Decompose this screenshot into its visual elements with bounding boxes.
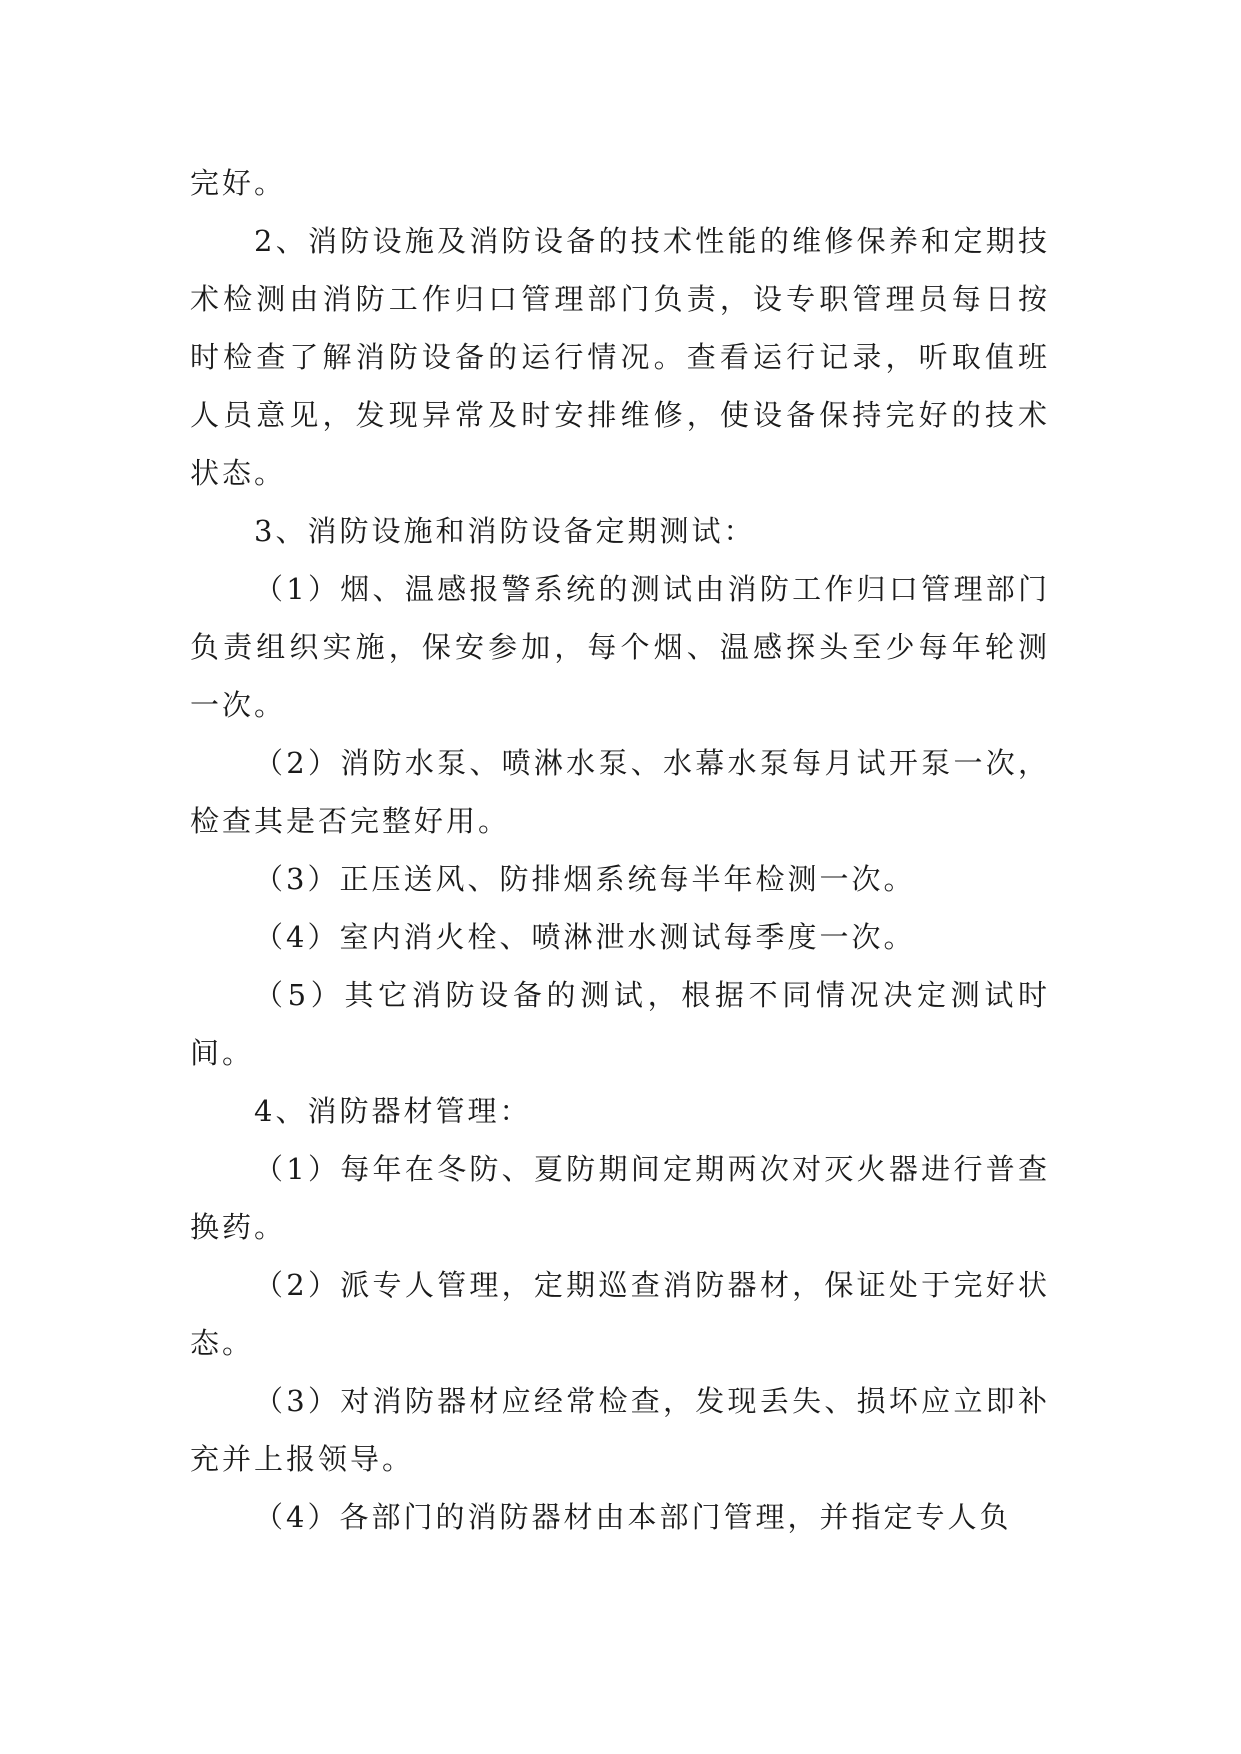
paragraph-section-3-item-4: （4）室内消火栓、喷淋泄水测试每季度一次。: [254, 920, 916, 954]
paragraph-section-4-item-3: （3）对消防器材应经常检查，发现丢失、损坏应立即补充并上报领导。: [190, 1384, 1050, 1476]
paragraph-section-2: 2、消防设施及消防设备的技术性能的维修保养和定期技术检测由消防工作归口管理部门负责，设专职管理员每日按时检查了解消防设备的运行情况。查看运行记录，听取值班人员意见，发现异常及时安排维修，使设备保持完好的技术状态。: [190, 224, 1050, 490]
paragraph-section-4-item-2: （2）派专人管理，定期巡查消防器材，保证处于完好状态。: [190, 1268, 1050, 1360]
paragraph-continuation: 完好。: [190, 166, 287, 200]
document-body: [190, 154, 1050, 1546]
paragraph-section-4-item-1: （1）每年在冬防、夏防期间定期两次对灭火器进行普查换药。: [190, 1152, 1050, 1244]
paragraph-section-3-item-2: （2）消防水泵、喷淋水泵、水幕水泵每月试开泵一次，检查其是否完整好用。: [190, 746, 1050, 838]
paragraph-section-3-item-5: （5）其它消防设备的测试，根据不同情况决定测试时间。: [190, 978, 1050, 1070]
paragraph-section-3-item-3: （3）正压送风、防排烟系统每半年检测一次。: [254, 862, 916, 896]
paragraph-section-3-item-1: （1）烟、温感报警系统的测试由消防工作归口管理部门负责组织实施，保安参加，每个烟、温感探头至少每年轮测一次。: [190, 572, 1050, 722]
paragraph-section-4-heading: 4、消防器材管理：: [254, 1094, 532, 1128]
paragraph-section-4-item-4: （4）各部门的消防器材由本部门管理，并指定专人负: [254, 1500, 1012, 1534]
paragraph-section-3-heading: 3、消防设施和消防设备定期测试：: [254, 514, 756, 548]
